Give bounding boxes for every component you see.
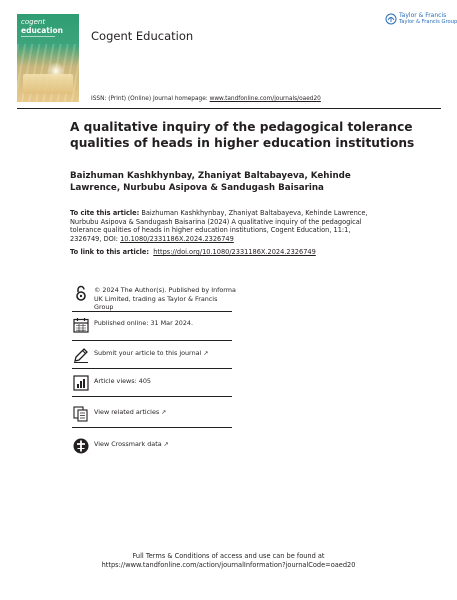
article-views-count: Article views: 405 bbox=[94, 377, 151, 385]
divider bbox=[72, 340, 232, 341]
submit-article-label: Submit your article to this journal bbox=[94, 349, 202, 357]
cover-title bbox=[21, 18, 63, 34]
open-access-line2: UK Limited, trading as Taylor & Francis bbox=[94, 294, 218, 303]
crossmark-link[interactable] bbox=[94, 440, 169, 450]
article-link-line bbox=[70, 248, 316, 256]
citation-doi-link[interactable]: 10.1080/2331186X.2024.2326749 bbox=[120, 234, 234, 243]
open-lock-icon bbox=[72, 284, 90, 302]
article-link-label: To link to this article: bbox=[70, 248, 150, 256]
citation-doi-prefix: DOI: bbox=[103, 234, 121, 243]
calendar-icon bbox=[72, 316, 90, 334]
cover-book-illustration bbox=[23, 74, 73, 94]
header-divider bbox=[17, 108, 441, 109]
footer-terms bbox=[0, 552, 457, 570]
publisher-logo-text bbox=[399, 13, 457, 25]
open-access-line3: Group bbox=[94, 303, 114, 312]
footer-line1: Full Terms & Conditions of access and use can be found at bbox=[132, 552, 325, 560]
pencil-icon bbox=[72, 346, 90, 364]
citation-label: To cite this article: bbox=[70, 209, 140, 217]
divider bbox=[72, 368, 232, 369]
cover-title-line2: education bbox=[21, 25, 63, 35]
journal-cover-image bbox=[17, 14, 79, 102]
article-authors: Baizhuman Kashkhynbay, Zhaniyat Baltabayeva, Kehinde Lawrence, Nurbubu Asipova & Sandugash Baisarina bbox=[70, 171, 351, 193]
journal-title[interactable]: Cogent Education bbox=[91, 29, 194, 43]
documents-icon bbox=[72, 405, 90, 423]
journal-homepage-link[interactable]: www.tandfonline.com/journals/oaed20 bbox=[209, 96, 321, 102]
footer-terms-link[interactable]: https://www.tandfonline.com/action/journalInformation?journalCode=oaed20 bbox=[101, 561, 356, 569]
published-date: Published online: 31 Mar 2024. bbox=[94, 319, 194, 327]
related-articles-label: View related articles bbox=[94, 408, 160, 416]
open-access-text bbox=[94, 286, 236, 312]
crossmark-icon bbox=[72, 437, 90, 455]
bar-chart-icon bbox=[72, 374, 90, 392]
crossmark-label: View Crossmark data bbox=[94, 440, 162, 448]
citation-block bbox=[70, 209, 370, 243]
external-link-icon: ↗ bbox=[163, 441, 169, 448]
publisher-logo-icon bbox=[385, 13, 397, 25]
open-access-line1: © 2024 The Author(s). Published by Informa bbox=[94, 286, 236, 294]
article-doi-link[interactable]: https://doi.org/10.1080/2331186X.2024.2326749 bbox=[153, 248, 316, 256]
related-articles-link[interactable] bbox=[94, 408, 166, 418]
cover-title-line1: cogent bbox=[21, 18, 46, 26]
submit-article-link[interactable] bbox=[94, 349, 208, 359]
publisher-logo-line1: Taylor & Francis bbox=[399, 12, 447, 19]
article-title: A qualitative inquiry of the pedagogical tolerance qualities of heads in higher education institutions bbox=[70, 120, 415, 150]
external-link-icon: ↗ bbox=[203, 350, 209, 357]
citation-text: Baizhuman Kashkhynbay, Zhaniyat Baltabayeva, Kehinde Lawrence, Nurbubu Asipova & Sandugash Baisarina (2024) A qualitative inquiry of the pedagogical tolerance qualities of heads in higher education institutions, Cogent Education, 11:1, 2326749, bbox=[70, 209, 368, 243]
issn-prefix: ISSN: (Print) (Online) Journal homepage: bbox=[91, 96, 210, 102]
divider bbox=[72, 396, 232, 397]
issn-line bbox=[91, 96, 321, 102]
external-link-icon: ↗ bbox=[161, 409, 167, 416]
divider bbox=[72, 427, 232, 428]
publisher-logo-line2: Taylor & Francis Group bbox=[399, 19, 457, 25]
divider bbox=[72, 311, 232, 312]
cover-rule bbox=[21, 36, 55, 37]
publisher-logo[interactable] bbox=[385, 12, 457, 28]
